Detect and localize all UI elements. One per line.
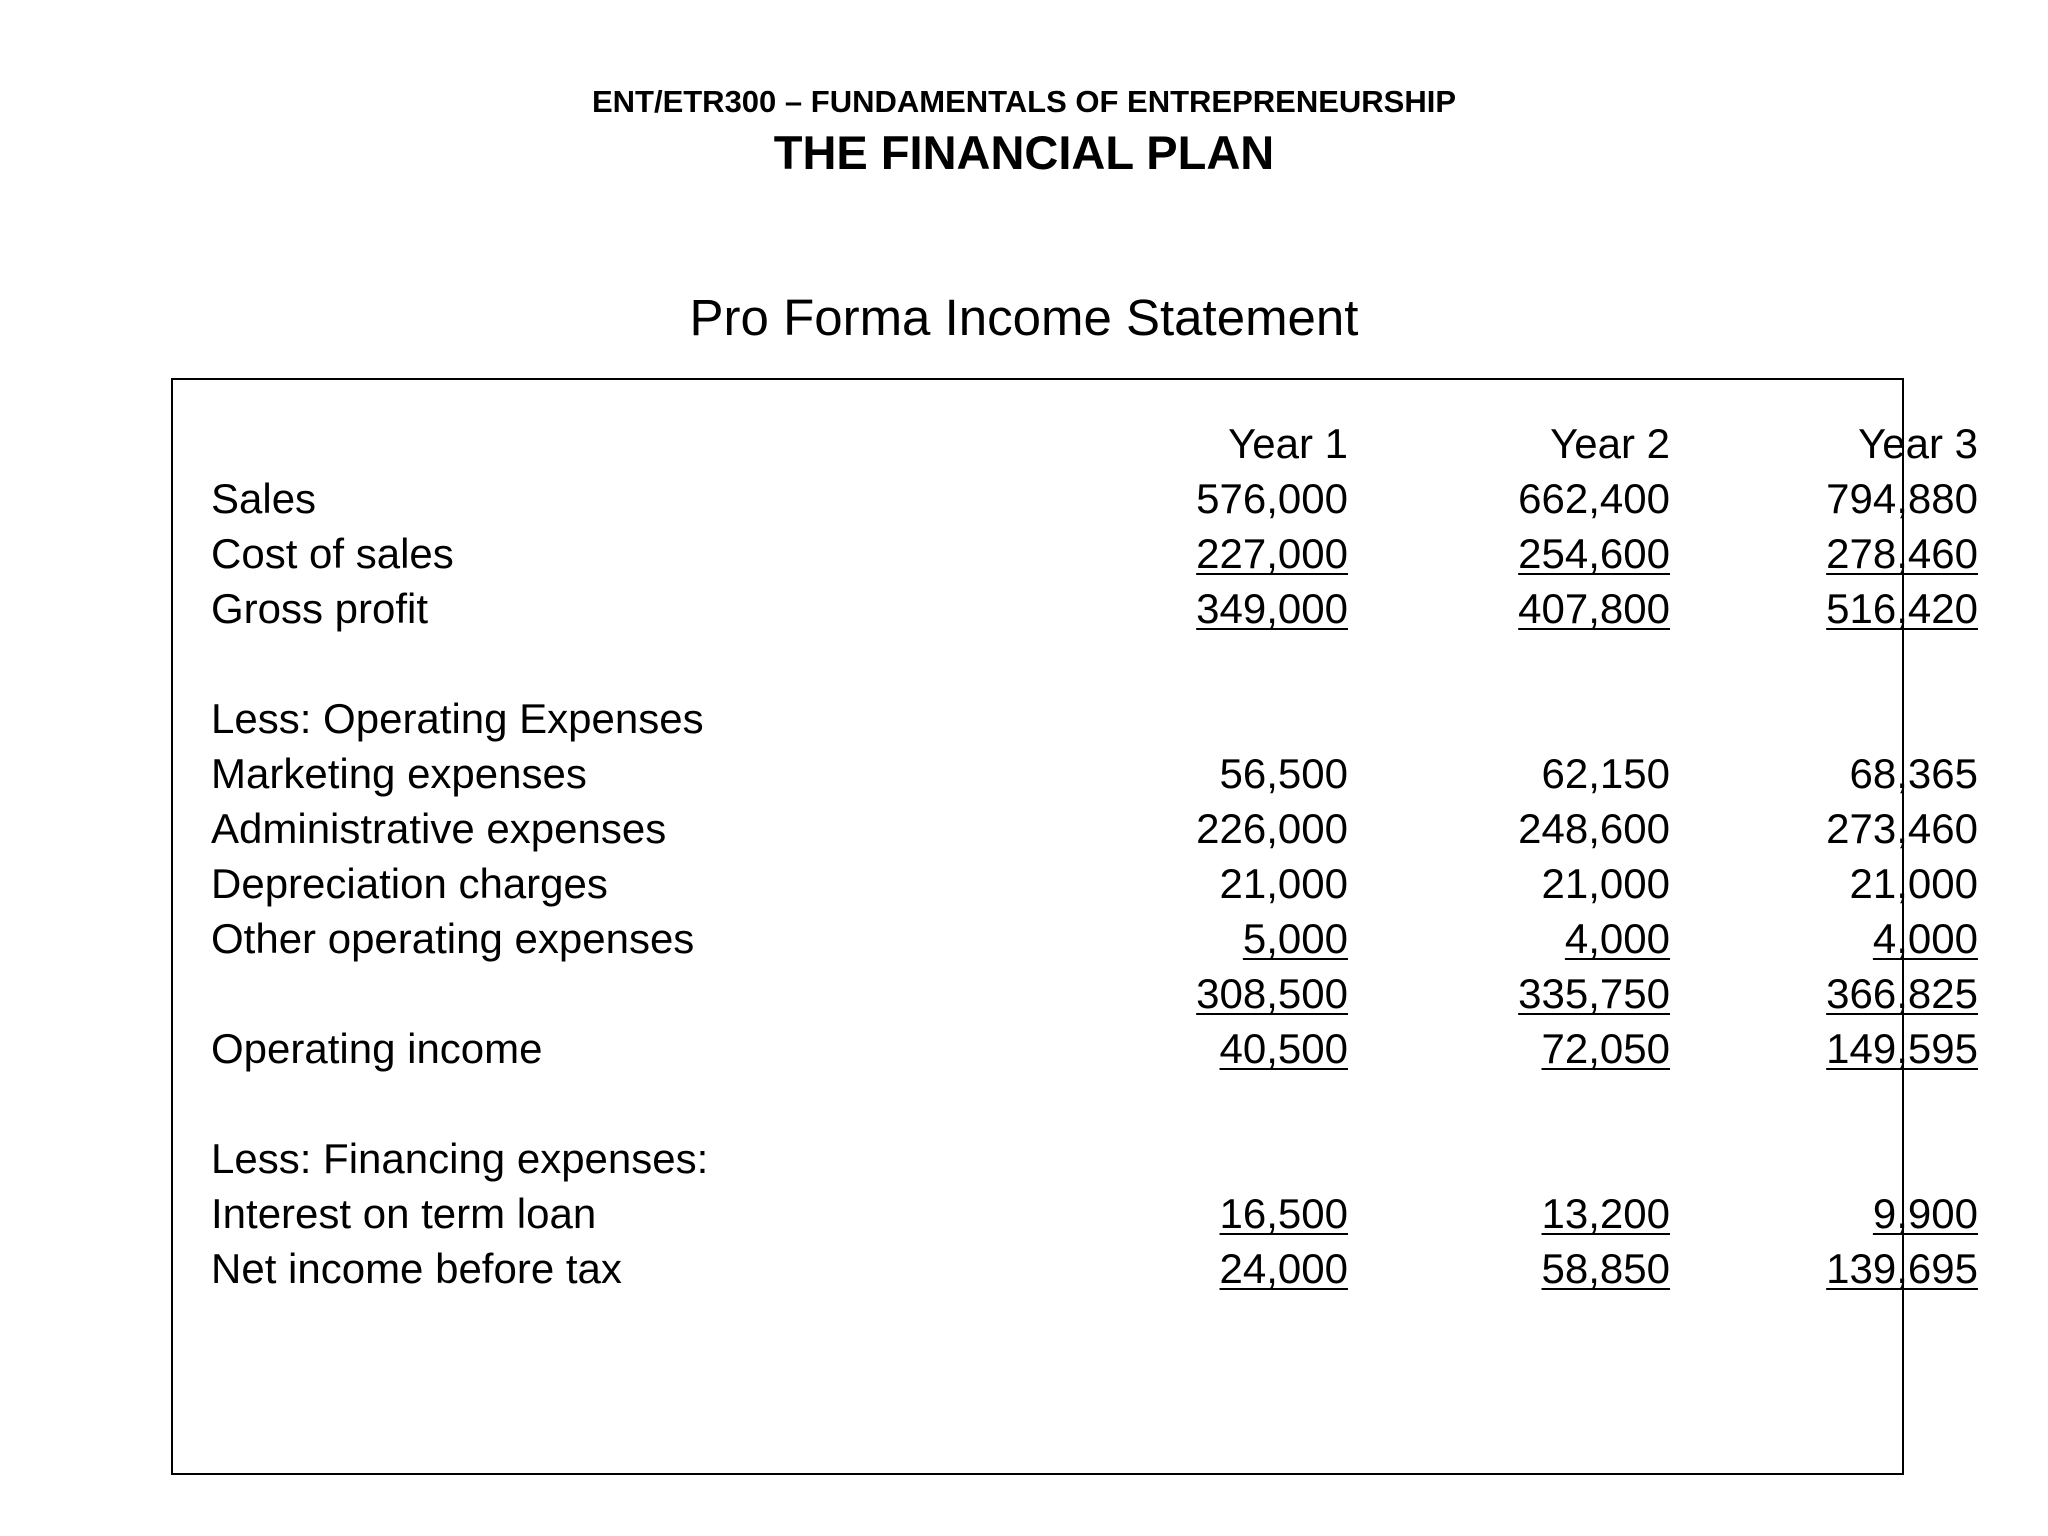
row-gross-profit [173,581,1978,636]
row-sales [173,471,1978,526]
column-header-year-3: Year 3 [1858,420,1978,467]
underlined-value: 366,825 [1826,970,1978,1017]
value-year-1 [1003,966,1348,1021]
row-label: Operating income [211,1025,543,1072]
value-year-3 [1633,526,1978,581]
underlined-value: 13,200 [1541,1190,1670,1237]
row-label: Depreciation charges [211,860,608,907]
value-year-2 [1325,581,1670,636]
value-year-1 [1003,911,1348,966]
column-header-year-2: Year 2 [1550,420,1670,467]
value-year-3 [1633,911,1978,966]
value-year-2: 662,400 [1518,475,1670,522]
row-operating-expenses-heading [173,691,1902,746]
underlined-value: 149,595 [1826,1025,1978,1072]
underlined-value: 58,850 [1541,1245,1670,1292]
value-year-1 [1003,1021,1348,1076]
value-year-1 [1003,1186,1348,1241]
value-year-3 [1633,1241,1978,1296]
value-year-1 [1003,581,1348,636]
value-year-2 [1325,1241,1670,1296]
value-year-3 [1633,1021,1978,1076]
course-title: ENT/ETR300 – FUNDAMENTALS OF ENTREPRENEURSHIP [591,84,1457,119]
row-marketing-expenses [173,746,1978,801]
value-year-1: 21,000 [1219,860,1348,907]
underlined-value: 254,600 [1518,530,1670,577]
value-year-2: 62,150 [1541,750,1670,797]
row-label: Net income before tax [211,1245,622,1292]
underlined-value: 407,800 [1518,585,1670,632]
underlined-value: 40,500 [1219,1025,1348,1072]
underlined-value: 349,000 [1196,585,1348,632]
income-statement-table [171,378,1978,1475]
value-year-2: 21,000 [1541,860,1670,907]
value-year-3 [1633,1186,1978,1241]
row-financing-expenses-heading [173,1131,1902,1186]
row-label: Administrative expenses [211,805,667,852]
row-administrative-expenses [173,801,1978,856]
value-year-2 [1325,526,1670,581]
underlined-value: 9,900 [1872,1190,1978,1237]
row-label: Sales [211,475,317,522]
value-year-1: 56,500 [1219,750,1348,797]
plan-title: THE FINANCIAL PLAN [773,126,1275,179]
underlined-value: 308,500 [1196,970,1348,1017]
value-year-3: 21,000 [1849,860,1978,907]
value-year-3: 68,365 [1849,750,1978,797]
underlined-value: 516,420 [1826,585,1978,632]
value-year-3 [1633,966,1978,1021]
underlined-value: 227,000 [1196,530,1348,577]
value-year-2: 248,600 [1518,805,1670,852]
underlined-value: 4,000 [1564,915,1670,962]
column-header-row [173,416,1978,471]
section-heading: Less: Operating Expenses [211,695,704,742]
underlined-value: 4,000 [1872,915,1978,962]
row-cost-of-sales [173,526,1978,581]
value-year-3: 794,880 [1826,475,1978,522]
section-heading: Less: Financing expenses: [211,1135,709,1182]
value-year-2 [1325,966,1670,1021]
value-year-2 [1325,1186,1670,1241]
underlined-value: 5,000 [1242,915,1348,962]
row-net-income-before-tax [173,1241,1978,1296]
row-label: Interest on term loan [211,1190,597,1237]
value-year-1 [1003,526,1348,581]
row-depreciation-charges [173,856,1978,911]
row-other-operating-expenses [173,911,1978,966]
underlined-value: 16,500 [1219,1190,1348,1237]
column-header-year-1: Year 1 [1228,420,1348,467]
statement-title: Pro Forma Income Statement [689,289,1359,346]
underlined-value: 24,000 [1219,1245,1348,1292]
value-year-1 [1003,1241,1348,1296]
underlined-value: 278,460 [1826,530,1978,577]
value-year-3: 273,460 [1826,805,1978,852]
row-label: Other operating expenses [211,915,695,962]
value-year-1: 226,000 [1196,805,1348,852]
row-operating-income [173,1021,1978,1076]
value-year-2 [1325,1021,1670,1076]
row-label: Gross profit [211,585,429,632]
value-year-1: 576,000 [1196,475,1348,522]
value-year-2 [1325,911,1670,966]
row-label: Cost of sales [211,530,454,577]
underlined-value: 72,050 [1541,1025,1670,1072]
value-year-3 [1633,581,1978,636]
underlined-value: 139,695 [1826,1245,1978,1292]
underlined-value: 335,750 [1518,970,1670,1017]
row-total-operating-expenses [173,966,1978,1021]
row-interest-on-term-loan [173,1186,1978,1241]
row-label: Marketing expenses [211,750,587,797]
